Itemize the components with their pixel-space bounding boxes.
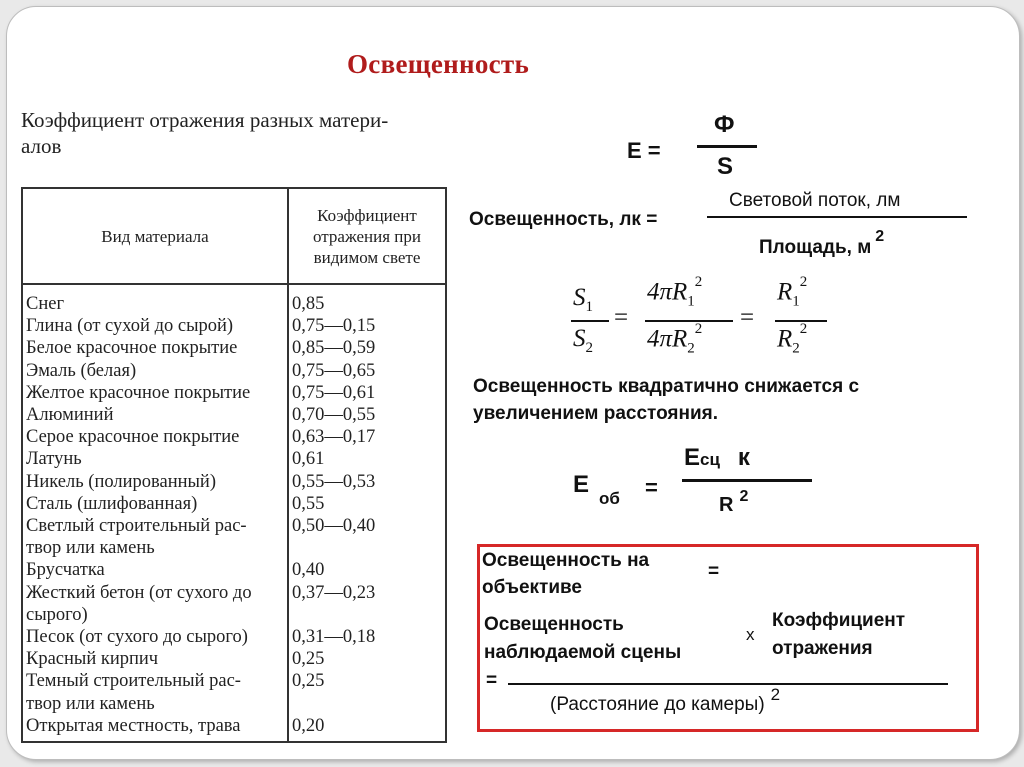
formula3-n3: $R_1^2$ <box>777 274 808 310</box>
box-fraction-bar <box>508 683 948 685</box>
formula4-eq: = <box>645 475 658 500</box>
box-scene <box>484 611 681 667</box>
material-name: Темный строительный рас- <box>26 671 241 692</box>
formula2-fraction-bar <box>707 216 967 218</box>
slide-title: Освещенность <box>347 49 530 79</box>
statement-line-2: увеличением расстояния. <box>473 403 719 424</box>
formula2-numerator: Световой поток, лм <box>729 190 901 211</box>
box-line-5: Коэффициент <box>772 610 906 631</box>
coefficient-value: 0,61 <box>292 449 325 470</box>
coefficient-value: 0,25 <box>292 671 325 692</box>
row-spacer <box>292 693 442 715</box>
box-times: x <box>746 625 755 644</box>
formula2-lhs: Освещенность, лк = <box>469 209 658 230</box>
material-column <box>22 284 288 742</box>
box-equals-2: = <box>486 670 498 691</box>
table-intro <box>21 107 451 159</box>
coefficient-value: 0,50—0,40 <box>292 516 376 537</box>
coefficient-value: 0,75—0,65 <box>292 360 376 381</box>
coefficient-value: 0,55 <box>292 493 325 514</box>
coefficient-value: 0,37—0,23 <box>292 582 376 603</box>
material-name: Жесткий бетон (от сухого до <box>26 582 252 603</box>
formula3-n2: $4\pi R_1^2$ <box>647 274 703 310</box>
formula2-denominator: Площадь, $м^2$ <box>759 228 885 258</box>
slide <box>6 6 1020 760</box>
coefficient-value: 0,85—0,59 <box>292 338 376 359</box>
box-lhs <box>482 547 649 601</box>
material-name: Алюминий <box>26 405 114 426</box>
box-denominator: (Расстояние до камеры) 2 <box>550 685 781 715</box>
formula3-eq1: = <box>614 304 629 331</box>
material-name: твор или камень <box>26 693 155 714</box>
material-name: Желтое красочное покрытие <box>26 382 251 403</box>
box-line-4: наблюдаемой сцены <box>484 642 682 663</box>
formula3-bar2 <box>645 320 733 322</box>
box-line-2: объективе <box>482 577 583 598</box>
formula1-denominator: S <box>717 153 734 180</box>
intro-line-1: Коэффициент отражения разных матери- <box>21 108 389 132</box>
coefficient-value: 0,31—0,18 <box>292 627 376 648</box>
coefficient-value: 0,40 <box>292 560 325 581</box>
formula4-denominator: R $^2$ <box>719 488 749 516</box>
material-name: Никель (полированный) <box>26 471 216 492</box>
material-name: Эмаль (белая) <box>26 360 137 381</box>
header-material: Вид материала <box>22 188 288 284</box>
camera-illumination-box <box>477 544 979 732</box>
box-line-6: отражения <box>772 638 873 659</box>
formula1-lhs: E = <box>627 138 661 163</box>
row-spacer <box>292 604 442 626</box>
material-name: Серое красочное покрытие <box>26 427 240 448</box>
material-name: Глина (от сухой до сырой) <box>26 316 234 337</box>
material-name: Латунь <box>26 449 82 470</box>
reflection-table <box>21 187 447 743</box>
formula3-s2: $S_2$ <box>573 325 593 356</box>
coefficient-value: 0,20 <box>292 715 325 736</box>
formula3-d2: $4\pi R_2^2$ <box>647 321 703 357</box>
box-line-3: Освещенность <box>484 614 624 635</box>
coefficient-value: 0,25 <box>292 649 325 670</box>
value-column <box>288 284 446 742</box>
formula1-numerator: Ф <box>714 111 735 138</box>
formula1-fraction-bar <box>697 145 757 148</box>
statement-line-1: Освещенность квадратично снижается с <box>473 376 860 397</box>
formula3-eq2: = <box>740 304 755 331</box>
statement <box>473 373 859 427</box>
material-name: Снег <box>26 294 65 314</box>
material-name: Светлый строительный рас- <box>26 516 247 537</box>
coefficient-value: 0,75—0,15 <box>292 316 376 337</box>
box-reflection <box>772 607 905 663</box>
box-line-1: Освещенность на <box>482 550 650 571</box>
coefficient-value: 0,75—0,61 <box>292 382 376 403</box>
coefficient-value: 0,63—0,17 <box>292 427 376 448</box>
material-name: Открытая местность, трава <box>26 715 241 736</box>
formula3-d3: $R_2^2$ <box>777 321 808 357</box>
formula4-numerator: Eсц к <box>684 444 750 471</box>
formula3-s1: $S_1$ <box>573 284 593 315</box>
header-coefficient: Коэффициент отражения при видимом свете <box>288 188 446 284</box>
material-name: Сталь (шлифованная) <box>26 493 198 514</box>
material-name: Брусчатка <box>26 560 105 581</box>
coefficient-value: 0,85 <box>292 294 325 314</box>
coefficient-value: 0,70—0,55 <box>292 405 376 426</box>
formula3-bar1 <box>571 320 609 322</box>
box-equals-1: = <box>708 561 720 582</box>
material-name: сырого) <box>26 604 88 625</box>
coefficient-value: 0,55—0,53 <box>292 471 376 492</box>
material-name: твор или камень <box>26 538 155 559</box>
material-name: Песок (от сухого до сырого) <box>26 627 248 648</box>
formula4-lhs: $E_{об}$ <box>573 471 620 508</box>
intro-line-2: алов <box>21 134 62 158</box>
material-name: Белое красочное покрытие <box>26 338 238 359</box>
formula4-fraction-bar <box>682 479 812 482</box>
row-spacer <box>292 537 442 559</box>
material-name: Красный кирпич <box>26 649 159 670</box>
